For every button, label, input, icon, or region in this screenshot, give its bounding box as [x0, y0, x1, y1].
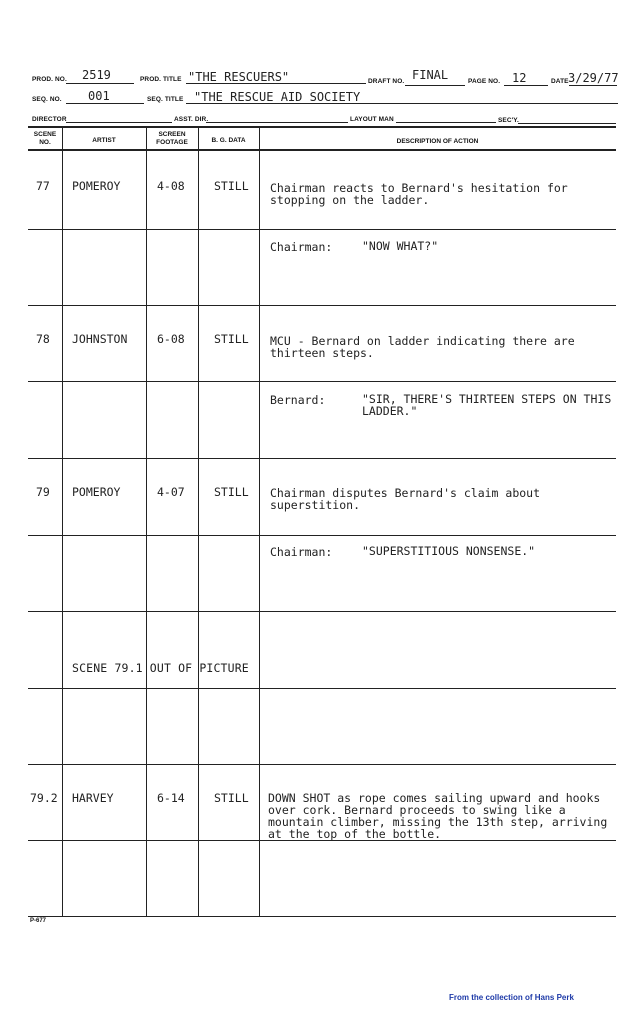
row-divider	[28, 458, 616, 459]
date-label: DATE	[551, 78, 569, 85]
screen-footage: 4-08	[157, 179, 185, 193]
page-no-rule	[504, 85, 548, 86]
dialogue-speaker: Bernard:	[270, 393, 326, 407]
page-no-value: 12	[512, 71, 527, 85]
seq-no-value: 001	[88, 89, 110, 103]
scene-number: 79	[36, 485, 50, 499]
seq-no-rule	[66, 103, 144, 104]
bg-data: STILL	[214, 791, 249, 805]
bg-data: STILL	[214, 485, 249, 499]
scene-number: 77	[36, 179, 50, 193]
director-rule	[66, 122, 172, 123]
artist-name: POMEROY	[72, 179, 121, 193]
column-divider	[62, 127, 63, 916]
dialogue-line: "NOW WHAT?"	[362, 239, 439, 253]
artist-name: JOHNSTON	[72, 332, 128, 346]
column-divider	[146, 127, 147, 916]
collection-credit: From the collection of Hans Perk	[449, 993, 574, 1002]
dialogue-line: "SIR, THERE'S THIRTEEN STEPS ON THIS LADDER."	[362, 392, 612, 418]
asst-dir-label: ASST. DIR.	[174, 116, 209, 123]
secy-label: SEC'Y.	[498, 117, 519, 124]
dialogue-speaker: Chairman:	[270, 240, 333, 254]
col-header-scene-no: SCENE NO.	[33, 131, 57, 146]
page-no-label: PAGE NO.	[468, 78, 501, 85]
draft-no-label: DRAFT NO.	[368, 78, 405, 85]
scene-number: 79.2	[30, 791, 58, 805]
layout-man-rule	[396, 122, 496, 123]
form-code: P-677	[30, 918, 47, 924]
col-header-bg-data: B. G. DATA	[211, 137, 246, 144]
bg-data: STILL	[214, 332, 249, 346]
date-rule	[569, 85, 617, 86]
seq-no-label: SEQ. NO.	[32, 96, 62, 103]
col-header-screen-footage: SCREEN FOOTAGE	[156, 131, 188, 146]
scene-number: 78	[36, 332, 50, 346]
action-description: MCU - Bernard on ladder indicating there are thirteen steps.	[270, 334, 575, 360]
col-header-description: DESCRIPTION OF ACTION	[396, 138, 479, 145]
row-divider	[28, 305, 616, 306]
row-divider	[28, 381, 616, 382]
screen-footage: 6-14	[157, 791, 185, 805]
row-divider	[28, 229, 616, 230]
screen-footage: 6-08	[157, 332, 185, 346]
row-divider	[28, 688, 616, 689]
prod-title-label: PROD. TITLE	[140, 76, 182, 83]
column-divider	[198, 127, 199, 916]
seq-title-value: "THE RESCUE AID SOCIETY	[194, 90, 361, 104]
screen-footage: 4-07	[157, 485, 185, 499]
table-top-rule	[28, 126, 616, 128]
secy-rule	[518, 123, 616, 124]
table-header-rule	[28, 149, 616, 151]
date-value: 3/29/77	[568, 71, 619, 85]
action-description: Chairman disputes Bernard's claim about superstition.	[270, 486, 541, 512]
row-divider	[28, 535, 616, 536]
row-divider	[28, 764, 616, 765]
layout-man-label: LAYOUT MAN	[350, 116, 394, 123]
out-of-picture-note: SCENE 79.1 OUT OF PICTURE	[72, 661, 249, 675]
dialogue-line: "SUPERSTITIOUS NONSENSE."	[362, 544, 536, 558]
asst-dir-rule	[206, 122, 348, 123]
action-description: DOWN SHOT as rope comes sailing upward and hooks over cork. Bernard proceeds to swing like a mountain climber, missing the 13th step, arriving at the top of the bottle.	[268, 791, 608, 841]
action-description: Chairman reacts to Bernard's hesitation for stopping on the ladder.	[270, 181, 568, 207]
prod-no-value: 2519	[82, 68, 111, 82]
bg-data: STILL	[214, 179, 249, 193]
prod-no-rule	[66, 83, 134, 84]
seq-title-label: SEQ. TITLE	[147, 96, 184, 103]
column-divider	[259, 127, 260, 916]
director-label: DIRECTOR	[32, 116, 67, 123]
draft-no-rule	[405, 85, 465, 86]
draft-no-value: FINAL	[412, 68, 449, 82]
table-bottom-rule	[28, 916, 616, 917]
artist-name: HARVEY	[72, 791, 114, 805]
artist-name: POMEROY	[72, 485, 121, 499]
col-header-artist: ARTIST	[92, 137, 116, 144]
dialogue-speaker: Chairman:	[270, 545, 333, 559]
prod-title-value: "THE RESCUERS"	[188, 70, 290, 84]
prod-no-label: PROD. NO.	[32, 76, 67, 83]
row-divider	[28, 611, 616, 612]
